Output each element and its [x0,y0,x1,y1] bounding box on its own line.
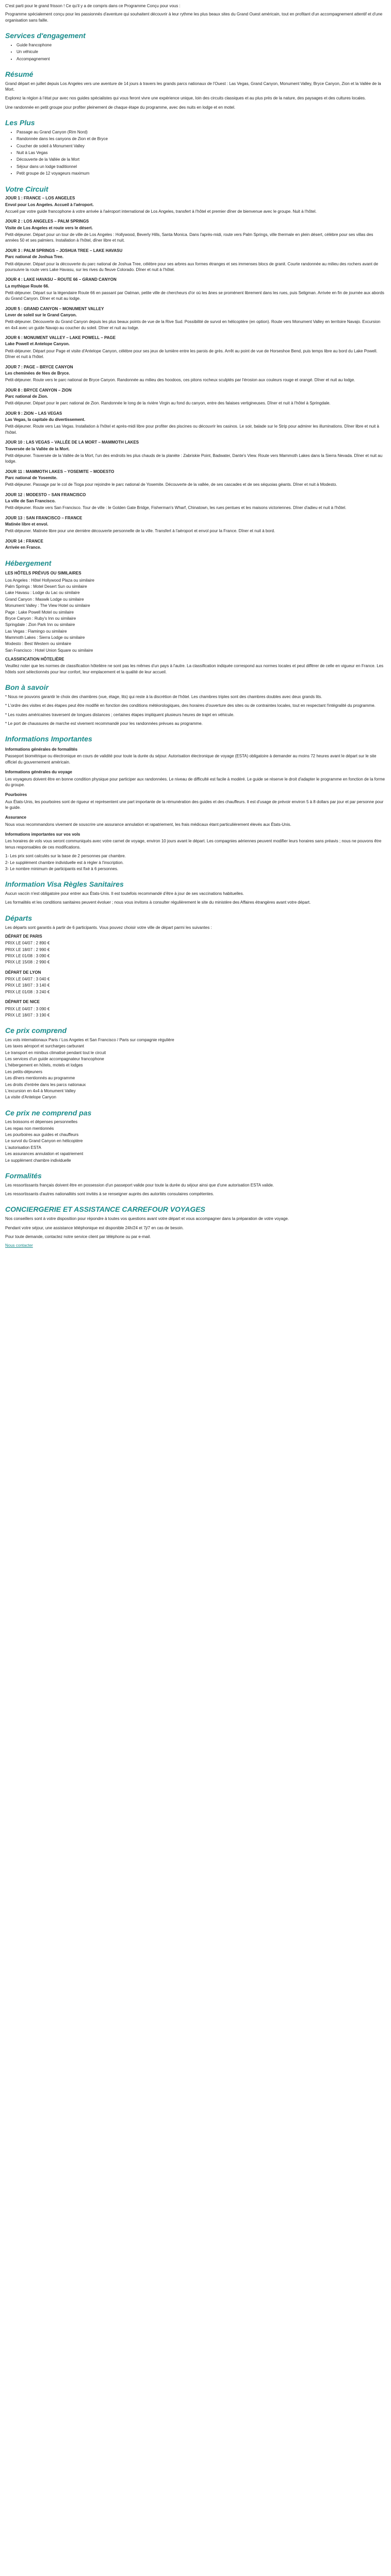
info-section [5,815,386,827]
hotel-item: Monument Valley : The View Hotel ou similaire [5,603,90,608]
info-note: 3- Le nombre minimum de participants est fixé à 6 personnes. [5,866,119,871]
circuit-title: Votre Circuit [5,184,48,193]
day-title: JOUR 4 : LAKE HAVASU – ROUTE 66 – GRAND CANYON [5,277,117,282]
day-title: JOUR 14 : FRANCE [5,538,43,544]
day-text: Petit-déjeuner. Départ sur la légendaire Route 66 en passant par Oatman, petite ville de chercheurs d'or où les ânes se promènent librement dans les rues, puis Seligman. Arrivée en fin de journée aux abords du Grand Canyon. Dîner et nuit au lodge. [5,290,384,301]
day-block [5,335,386,360]
list-item: Les petits-déjeuners [5,1069,43,1074]
departs-groups [5,934,386,1018]
savoir-title: Bon à savoir [5,683,49,692]
day-subtitle: Envol pour Los Angeles. Accueil à l'aéroport. [5,202,94,207]
day-block [5,248,386,273]
hotel-item: Las Vegas : Flamingo ou similaire [5,629,67,634]
list-item: • Petit groupe de 12 voyageurs maximum [17,171,386,176]
day-title: JOUR 9 : ZION – LAS VEGAS [5,411,62,416]
conciergerie-text [5,1216,386,1248]
day-subtitle: Lake Powell et Antelope Canyon. [5,342,70,347]
hebergement-title: Hébergement [5,558,52,567]
paragraph: Les ressortissants français doivent être en possession d'un passeport valide pour toute la durée du séjour ainsi que d'une autorisation ESTA valide. [5,1182,274,1188]
paragraph: Les formalités et les conditions sanitaires peuvent évoluer ; nous vous invitons à consulter régulièrement le site du ministère des Affaires étrangères avant votre départ. [5,900,311,905]
day-block [5,364,386,383]
list-item: Le survol du Grand Canyon en hélicoptère [5,1139,83,1144]
info-section [5,769,386,788]
day-subtitle: Matinée libre et envol. [5,522,48,527]
day-subtitle: Parc national de Zion. [5,394,48,399]
day-title: JOUR 8 : BRYCE CANYON – ZION [5,387,72,393]
day-text: Petit-déjeuner. Matinée libre pour une dernière découverte personnelle de la ville. Transfert à l'aéroport et envol pour la France. Dîner et nuit à bord. [5,529,275,534]
paragraph: * Nous ne pouvons garantir le choix des chambres (vue, étage, lits) qui reste à la discrétion de l'hôtel. Les chambres triples sont des chambres doubles avec deux grands lits. [5,694,322,699]
price-line: PRIX LE 01/08 : 3 090 € [5,953,50,958]
services-list [5,42,386,62]
formalites-text [5,1182,386,1197]
list-item: • Randonnée dans les canyons de Zion et de Bryce [17,136,386,142]
flights-text: Les horaires de vols vous seront communiqués avec votre carnet de voyage, environ 10 jours avant le départ. Les compagnies aériennes peuvent modifier leurs horaires sans préavis ; nous ne pouvons être tenus responsables de ces modifications. [5,839,382,850]
day-block [5,387,386,406]
sante-title: Information Visa Règles Sanitaires [5,880,124,889]
info-section-title: Informations générales de formalités [5,747,78,752]
day-block [5,306,386,331]
list-item: Les droits d'entrée dans les parcs nationaux [5,1082,86,1087]
paragraph: Pour toute demande, contactez notre service client par téléphone ou par e-mail. [5,1234,151,1239]
departs-text: Les départs sont garantis à partir de 6 participants. Vous pouvez choisir votre ville de départ parmi les suivantes : [5,925,212,930]
list-item: L'hébergement en hôtels, motels et lodges [5,1063,83,1068]
price-line: PRIX LE 04/07 : 3 040 € [5,977,50,982]
day-block [5,515,386,534]
day-subtitle: Arrivée en France. [5,545,41,550]
info-note: 1- Les prix sont calculés sur la base de 2 personnes par chambre. [5,854,126,859]
infos-title: Informations Importantes [5,735,92,743]
depart-group-title: DÉPART DE PARIS [5,934,42,939]
page [0,0,391,1267]
day-title: JOUR 12 : MODESTO – SAN FRANCISCO [5,492,86,497]
conciergerie-title: CONCIERGERIE ET ASSISTANCE CARREFOUR VOYAGES [5,1205,205,1214]
day-text: Petit-déjeuner. Découverte du Grand Canyon depuis les plus beaux points de vue de la Rive Sud. Possibilité de survol en hélicoptère (en option). Route vers Monument Valley en territoire Navajo. Excursion en 4x4 avec un guide Navajo au coucher du soleil. Dîner et nuit au lodge. [5,319,381,330]
day-subtitle: Las Vegas, la capitale du divertissement. [5,417,86,422]
list-item: Les boissons et dépenses personnelles [5,1120,78,1125]
paragraph: Une randonnée en petit groupe pour profiter pleinement de chaque étape du programme, avec des nuits en lodge et en motel. [5,105,236,110]
list-item: Les vols internationaux Paris / Los Angeles et San Francisco / Paris sur compagnie régulière [5,1038,174,1043]
list-item: • Passage au Grand Canyon (Rim Nord) [17,129,386,135]
list-item: • Un véhicule [17,49,386,55]
day-subtitle: Traversée de la Vallée de la Mort. [5,446,70,451]
resume-title: Résumé [5,70,34,78]
list-item: • Séjour dans un lodge traditionnel [17,164,386,170]
circuit-days [5,195,386,550]
hotel-item: Bryce Canyon : Ruby's Inn ou similaire [5,616,76,621]
depart-group [5,970,386,995]
day-text: Petit-déjeuner. Route vers le parc national de Bryce Canyon. Randonnée au milieu des hoodoos, ces pitons rocheux sculptés par l'érosion aux couleurs rouge et orangé. Dîner et nuit au lodge. [5,378,355,383]
day-text: Petit-déjeuner. Départ pour Page et visite d'Antelope Canyon, célèbre pour ses jeux de lumière entre les parois de grès. Arrêt au point de vue de Horseshoe Bend, puis temps libre au bord du Lake Powell. Dîner et nuit à l'hôtel. [5,348,378,360]
paragraph: * Le port de chaussures de marche est vivement recommandé pour les randonnées prévues au programme. [5,721,203,726]
hotel-item: Los Angeles : Hôtel Hollywood Plaza ou similaire [5,578,94,583]
paragraph: Aucun vaccin n'est obligatoire pour entrer aux États-Unis. Il est toutefois recommandé d'être à jour de ses vaccinations habituelles. [5,891,244,896]
formalites-title: Formalités [5,1171,42,1180]
paragraph: Nos conseillers sont à votre disposition pour répondre à toutes vos questions avant votre départ et vous accompagner dans la préparation de votre voyage. [5,1216,289,1222]
info-section [5,747,386,765]
hotel-item: Modesto : Best Western ou similaire [5,641,71,647]
day-text: Petit-déjeuner. Départ pour la découverte du parc national de Joshua Tree, célèbre pour ses arbres aux formes étranges et ses immenses blocs de granit. Courte randonnée au milieu des rochers avant de poursuivre la route vers Lake Havasu, sur les rives du fleuve Colorado. Dîner et nuit à l'hôtel. [5,261,379,272]
hotel-item: Lake Havasu : Lodge du Lac ou similaire [5,590,80,596]
contact-link[interactable]: Nous contacter [5,1243,33,1248]
lieux-list [5,129,386,177]
day-subtitle: La ville de San Francisco. [5,499,56,504]
sante-text [5,891,386,906]
day-subtitle: Parc national de Joshua Tree. [5,255,63,260]
list-item: Le supplément chambre individuelle [5,1158,71,1163]
list-item: • Nuit à Las Vegas [17,150,386,156]
paragraph: Explorez la région à l'état pur avec nos guides spécialistes qui vous feront vivre une expérience unique, loin des circuits classiques et au plus près de la nature, des paysages et des cultures locales. [5,96,366,101]
list-item: La visite d'Antelope Canyon [5,1095,56,1100]
day-text: Petit-déjeuner. Départ pour un tour de ville de Los Angeles : Hollywood, Beverly Hills, Santa Monica. Dans l'après-midi, route vers Palm Springs, ville thermale en plein désert, célèbre pour ses villas des années 50 et ses palmiers. Installation à l'hôtel, dîner libre et nuit. [5,232,373,243]
day-text: Petit-déjeuner. Route vers San Francisco. Tour de ville : le Golden Gate Bridge, Fisherman's Wharf, Chinatown, les rues pentues et les maisons victoriennes. Dîner d'adieu et nuit à l'hôtel. [5,505,347,511]
list-item: L'excursion en 4x4 à Monument Valley [5,1088,76,1093]
hotel-item: Springdale : Zion Park Inn ou similaire [5,622,75,628]
day-title: JOUR 10 : LAS VEGAS – VALLÉE DE LA MORT – MAMMOTH LAKES [5,440,139,445]
price-line: PRIX LE 18/07 : 3 140 € [5,983,50,988]
day-text: Petit-déjeuner. Départ pour le parc national de Zion. Randonnée le long de la rivière Virgin au fond du canyon, entre des falaises vertigineuses. Dîner et nuit à l'hôtel à Springdale. [5,401,331,406]
day-title: JOUR 6 : MONUMENT VALLEY – LAKE POWELL – PAGE [5,335,116,341]
day-block [5,469,386,488]
price-line: PRIX LE 01/08 : 3 240 € [5,989,50,994]
day-subtitle: Parc national de Yosemite. [5,475,58,480]
list-item: Les assurances annulation et rapatriement [5,1151,84,1157]
info-section-text: Passeport biométrique ou électronique en cours de validité pour toute la durée du séjour. Autorisation électronique de voyage (ESTA) obligatoire à demander au moins 72 heures avant le départ sur le site officiel du gouvernement américain. [5,754,377,765]
infos-sections [5,747,386,872]
list-item: • Guide francophone [17,42,386,48]
price-line: PRIX LE 04/07 : 3 090 € [5,1006,50,1011]
hotel-item: Page : Lake Powell Motel ou similaire [5,609,74,615]
depart-group-title: DÉPART DE LYON [5,970,41,975]
day-title: JOUR 2 : LOS ANGELES – PALM SPRINGS [5,219,89,224]
list-item: Les pourboires aux guides et chauffeurs [5,1132,79,1138]
paragraph: * L'ordre des visites et des étapes peut être modifié en fonction des conditions météorologiques, des horaires d'ouverture des sites ou de contraintes locales, tout en respectant l'intégralité du programme. [5,703,376,708]
compris-title: Ce prix comprend [5,1026,67,1035]
list-item: • Découverte de la Vallée de la Mort [17,157,386,162]
hotel-item: Palm Springs : Motel Desert Sun ou similaire [5,584,87,589]
day-subtitle: Les cheminées de fées de Bryce. [5,370,70,376]
noncompris-title: Ce prix ne comprend pas [5,1108,92,1117]
hotel-item: Mammoth Lakes : Sierra Lodge ou similaire [5,635,85,640]
info-section-text: Aux États-Unis, les pourboires sont de rigueur et représentent une part importante de la rémunération des guides et des chauffeurs. Il est d'usage de prévoir environ 5 à 8 dollars par jour et par personne pour le guide. [5,799,384,810]
list-item: Les dîners mentionnés au programme [5,1076,75,1081]
list-item: Les services d'un guide accompagnateur francophone [5,1057,104,1062]
paragraph: Pendant votre séjour, une assistance téléphonique est disponible 24h/24 et 7j/7 en cas de besoin. [5,1225,184,1230]
day-block [5,411,386,435]
info-section-text: Nous vous recommandons vivement de souscrire une assurance annulation et rapatriement, les frais médicaux étant particulièrement élevés aux États-Unis. [5,822,291,827]
info-section-title: Assurance [5,815,26,820]
compris-list [5,1037,386,1100]
day-text: Petit-déjeuner. Passage par le col de Tioga pour rejoindre le parc national de Yosemite. Découverte de la vallée, de ses cascades et de ses séquoias géants. Dîner et nuit à Modesto. [5,482,337,487]
lieux-title: Les Plus [5,118,35,127]
day-title: JOUR 5 : GRAND CANYON – MONUMENT VALLEY [5,306,104,311]
list-item: L'autorisation ESTA [5,1145,41,1150]
info-section-text: Les voyageurs doivent être en bonne condition physique pour participer aux randonnées. Le niveau de difficulté est facile à modéré. Le guide se réserve le droit d'adapter le programme en fonction de la forme du groupe. [5,776,385,787]
resume-text [5,81,386,110]
price-line: PRIX LE 15/08 : 2 990 € [5,960,50,965]
intro [5,3,386,23]
day-block [5,277,386,301]
day-title: JOUR 7 : PAGE – BRYCE CANYON [5,364,73,369]
departs-title: Départs [5,913,32,922]
day-block [5,492,386,511]
intro-line: C'est parti pour le grand frisson ! Ce qu'il y a de compris dans ce Programme Conçu pour vous : [5,4,181,8]
hotel-item: San Francisco : Hotel Union Square ou similaire [5,648,93,653]
day-title: JOUR 1 : FRANCE – LOS ANGELES [5,196,75,201]
classification-title: CLASSIFICATION HÔTELIÈRE [5,657,64,662]
day-subtitle: La mythique Route 66. [5,283,50,289]
hotel-list [5,578,386,653]
paragraph: Les ressortissants d'autres nationalités sont invités à se renseigner auprès des autorités consulaires compétentes. [5,1192,214,1197]
day-block [5,439,386,464]
depart-group [5,934,386,965]
list-item: • Accompagnement [17,56,386,62]
savoir-text [5,694,386,726]
day-title: JOUR 3 : PALM SPRINGS – JOSHUA TREE – LAKE HAVASU [5,248,123,253]
intro-line: Programme spécialement conçu pour les passionnés d'aventure qui souhaitent découvrir à leur rythme les plus beaux sites du Grand Ouest américain, tout en profitant d'un accompagnement attentif et d'une organisation sans faille. [5,12,383,23]
list-item: Le transport en minibus climatisé pendant tout le circuit [5,1050,106,1055]
info-section-title: Informations générales du voyage [5,770,72,775]
day-text: Petit-déjeuner. Traversée de la Vallée de la Mort, l'un des endroits les plus chauds de la planète : Zabriskie Point, Badwater, Dante's View. Route vers Mammoth Lakes dans la Sierra Nevada. Dîner et nuit au lodge. [5,453,383,464]
noncompris-list [5,1119,386,1163]
price-line: PRIX LE 04/07 : 2 890 € [5,941,50,946]
day-text: Accueil par votre guide francophone à votre arrivée à l'aéroport international de Los Angeles, transfert à l'hôtel et premier dîner de bienvenue avec le groupe. Nuit à l'hôtel. [5,209,317,214]
info-section [5,792,386,810]
hotel-item: Grand Canyon : Maswik Lodge ou similaire [5,597,84,602]
day-block [5,195,386,214]
list-item: • Coucher de soleil à Monument Valley [17,143,386,149]
paragraph: * Les routes américaines traversent de longues distances ; certaines étapes impliquent plusieurs heures de trajet en véhicule. [5,712,235,717]
day-subtitle: Lever de soleil sur le Grand Canyon. [5,313,77,318]
paragraph: Grand départ en juillet depuis Los Angeles vers une aventure de 14 jours à travers les grands parcs nationaux de l'Ouest : Las Vegas, Grand Canyon, Monument Valley, Bryce Canyon, Zion et la Vallée de la Mort. [5,81,381,92]
depart-group-title: DÉPART DE NICE [5,999,40,1005]
list-item: Les repas non mentionnés [5,1126,54,1131]
depart-group [5,999,386,1018]
day-block [5,538,386,551]
price-line: PRIX LE 18/07 : 3 190 € [5,1012,50,1018]
services-title: Services d'engagement [5,31,86,40]
day-text: Petit-déjeuner. Route vers Las Vegas. Installation à l'hôtel et après-midi libre pour profiter des piscines ou découvrir les casinos. Le soir, balade sur le Strip pour admirer les illuminations. Dîner libre et nuit à l'hôtel. [5,424,380,435]
day-subtitle: Visite de Los Angeles et route vers le désert. [5,225,93,230]
hebergement-subtitle: LES HÔTELS PRÉVUS OU SIMILAIRES [5,571,82,576]
info-note: 2- Le supplément chambre individuelle est à régler à l'inscription. [5,860,124,865]
classification-text: Veuillez noter que les normes de classification hôtelière ne sont pas les mêmes d'un pays à l'autre. La classification indiquée correspond aux normes locales et peut différer de celle en vigueur en France. Les hôtels sont sélectionnés pour leur confort, leur emplacement et la qualité de leur accueil. [5,664,384,674]
day-block [5,218,386,243]
info-section-title: Pourboires [5,792,27,798]
price-line: PRIX LE 18/07 : 2 990 € [5,947,50,952]
day-title: JOUR 13 : SAN FRANCISCO – FRANCE [5,515,83,520]
day-title: JOUR 11 : MAMMOTH LAKES – YOSEMITE – MODESTO [5,469,115,474]
flights-title: Informations importantes sur vos vols [5,832,80,837]
list-item: Les taxes aéroport et surcharges carburant [5,1044,84,1049]
